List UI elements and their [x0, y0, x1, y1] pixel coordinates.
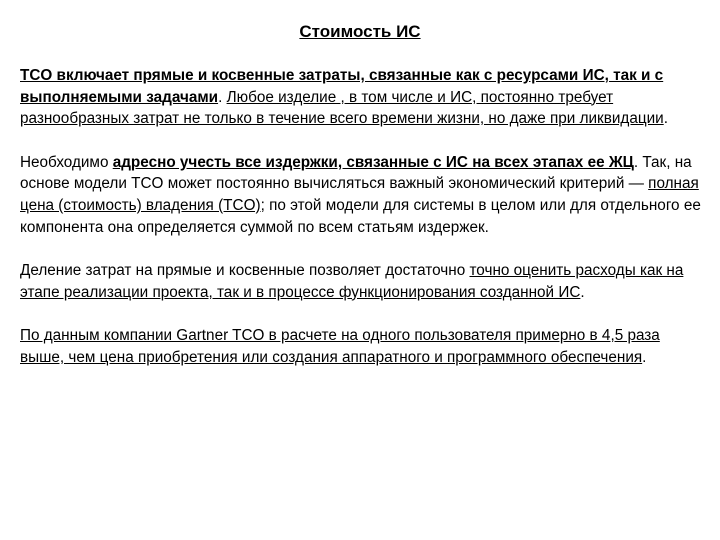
text-segment: Деление затрат на прямые и косвенные позволяет достаточно — [20, 262, 470, 280]
text-segment: Необходимо — [20, 153, 113, 171]
text-segment: . Так, на основе модели TCO может постоянно вычисляться важный экономический критерий — — [20, 153, 692, 193]
tco-term-text: полная цена (стоимость) владения (TCO) — [20, 175, 699, 214]
paragraph-gartner — [20, 325, 702, 368]
text-segment: ; по этой модели для системы в целом или для отдельного ее компонента она определяется суммой по всем статьям издержек. — [20, 196, 701, 236]
product-costs-text: Любое изделие , в том числе и ИС, постоянно требует разнообразных затрат не только в течение всего времени жизни, но даже при ликвидации — [20, 88, 664, 128]
gartner-text: По данным компании Gartner TCO в расчете на одного пользователя примерно в 4,5 раза выше, чем цена приобретения или создания аппаратного и программного обеспечения — [20, 327, 660, 366]
period: . — [663, 110, 668, 128]
period: . — [218, 88, 223, 106]
paragraph-cost-accounting — [20, 152, 702, 238]
estimate-expenses-text: точно оценить расходы как на этапе реализации проекта, так и в процессе функционирования созданной ИС — [20, 262, 684, 301]
period: . — [642, 348, 647, 366]
page-title: Стоимость ИС — [299, 22, 421, 41]
lifecycle-costs-text: адресно учесть все издержки, связанные с ИС на всех этапах ее ЖЦ — [112, 153, 634, 171]
document-body — [20, 65, 702, 391]
tco-definition-text: TCO включает прямые и косвенные затраты, связанные как с ресурсами ИС, так и с выполняемыми задачами — [20, 67, 664, 106]
paragraph-tco-definition — [20, 65, 702, 130]
period: . — [580, 283, 585, 301]
paragraph-cost-division — [20, 260, 702, 303]
